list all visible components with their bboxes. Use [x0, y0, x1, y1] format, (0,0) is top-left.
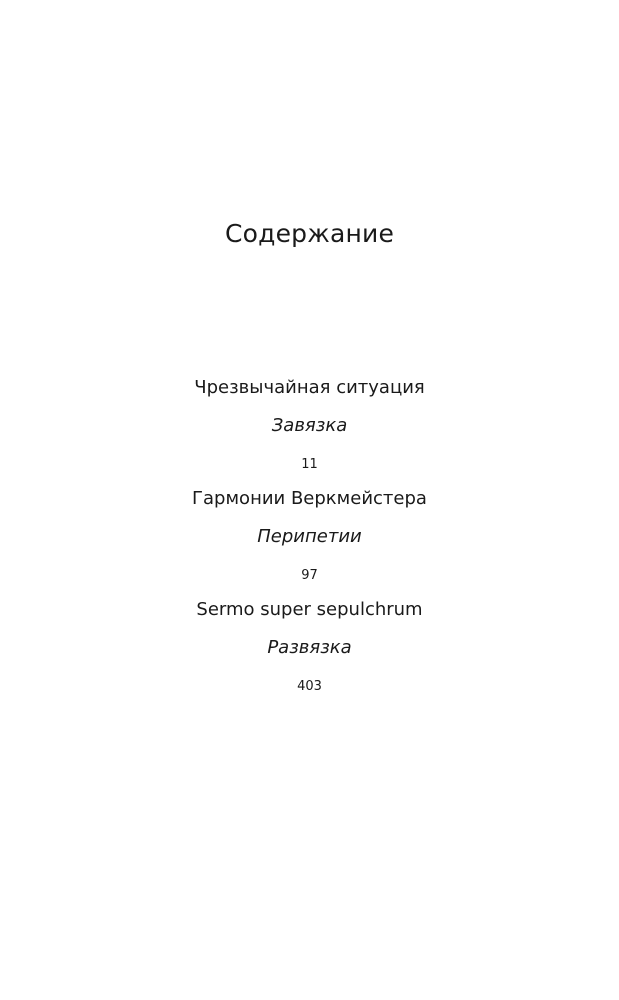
page-title: Содержание: [224, 219, 395, 248]
toc-entry-title: Sermo super sepulchrum: [196, 599, 423, 620]
toc-entry-title: Чрезвычайная ситуация: [194, 377, 425, 398]
toc-entry-subtitle: Перипетии: [257, 526, 362, 547]
toc-entry-page-number: 11: [301, 457, 318, 472]
toc-entry-subtitle: Завязка: [271, 415, 348, 436]
toc-entry-page-number: 403: [297, 679, 322, 694]
toc-entry-page-number: 97: [301, 568, 318, 583]
toc-entry-title: Гармонии Веркмейстера: [192, 488, 427, 509]
toc-entry-subtitle: Развязка: [267, 637, 352, 658]
